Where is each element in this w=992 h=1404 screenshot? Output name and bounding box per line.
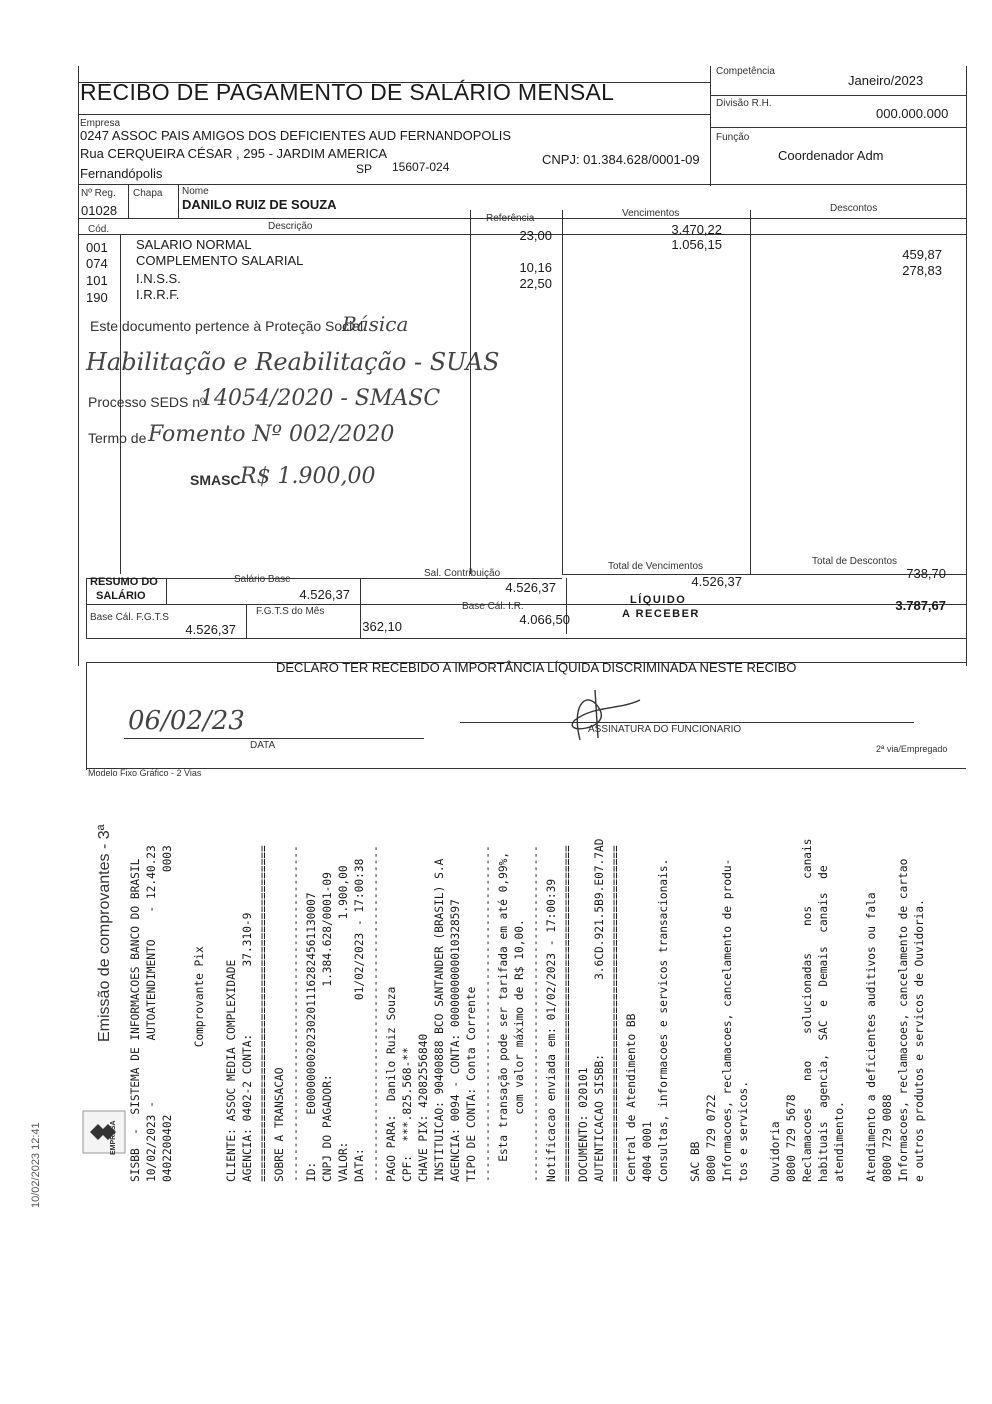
col-line-ref xyxy=(562,210,563,574)
col-venc-header: Vencimentos xyxy=(622,208,680,219)
receipt-line: SOBRE A TRANSACAO xyxy=(273,1067,286,1182)
resumo-label-divider xyxy=(166,578,167,604)
empresa-city: Fernandópolis xyxy=(80,166,163,181)
assinatura-line xyxy=(460,722,914,723)
receipt-line xyxy=(176,812,192,1182)
receipt-line: DATA: 01/02/2023 - 17:00:38 xyxy=(353,858,366,1182)
chapa-label: Chapa xyxy=(133,188,163,199)
receipt-line: INSTITUICAO: 90400888 BCO SANTANDER (BRASIL) S.A xyxy=(433,858,446,1182)
divisao-divider xyxy=(710,127,966,128)
col-cod-header: Cód. xyxy=(88,224,110,235)
col-line-venc xyxy=(750,210,751,574)
receipt-line: ================================================== xyxy=(609,845,622,1182)
receipt-line: 0800 729 5678 xyxy=(785,1094,798,1182)
receipt-line: Notificacao enviada em: 01/02/2023 - 17:00:39 xyxy=(545,878,558,1182)
chapa-divider xyxy=(178,184,179,218)
receipt-line: ================================================== xyxy=(257,845,270,1182)
receipt-line: 0800 729 0722 xyxy=(705,1094,718,1182)
fgts-mes-value: 362,10 xyxy=(362,619,402,634)
payslip-bottom-line xyxy=(86,768,966,769)
right-border xyxy=(966,66,967,666)
receipt-line: atendimento. xyxy=(833,1101,846,1182)
funcao-label: Função xyxy=(716,132,750,143)
receipt-line: 0402200402 0003 xyxy=(161,845,174,1182)
receipt-line: Comprovante Pix xyxy=(193,946,206,1182)
receipt-line: 10/02/2023 - AUTOATENDIMENTO - 12.40.23 xyxy=(145,845,158,1182)
receipt-line: Central de Atendimento BB xyxy=(625,1013,638,1182)
handwriting-line-3: 14054/2020 - SMASC xyxy=(200,386,441,411)
item-cod: 001 xyxy=(86,240,108,255)
receipt-line: SAC BB xyxy=(689,1141,702,1182)
header-right-divider xyxy=(710,66,711,186)
receipt-line: e outros produtos e servicos de Ouvidoria. xyxy=(913,899,926,1182)
margin-timestamp: 10/02/2023 12:41 xyxy=(30,1122,42,1208)
receipt-line: SISBB - SISTEMA DE INFORMACOES BANCO DO BRASIL xyxy=(129,858,142,1182)
empresa-cnpj: CNPJ: 01.384.628/0001-09 xyxy=(542,152,700,167)
sal-base-value: 4.526,37 xyxy=(299,587,350,602)
item-venc: 1.056,15 xyxy=(671,237,722,252)
empresa-label: Empresa xyxy=(80,118,121,129)
receipt-line: AGENCIA: 0094 - CONTA: 0000000000010328597 xyxy=(449,899,462,1182)
col-desc-header: Descrição xyxy=(268,221,313,232)
reg-value: 01028 xyxy=(81,203,118,218)
competencia-label: Competência xyxy=(716,66,775,77)
receipt-line: Esta transação pode ser tarifada em até 0,99%, xyxy=(497,851,510,1182)
total-venc-label: Total de Vencimentos xyxy=(608,561,704,572)
competencia-divider xyxy=(710,95,966,96)
item-desc: I.N.S.S. xyxy=(136,271,181,286)
declaro-text: DECLARO TER RECEBIDO A IMPORTÂNCIA LÍQUIDA DISCRIMINADA NESTE RECIBO xyxy=(276,660,797,675)
item-ref: 22,50 xyxy=(519,276,552,291)
empresa-cep: 15607-024 xyxy=(392,160,450,174)
empresa-address: Rua CERQUEIRA CÉSAR , 295 - JARDIM AMERICA xyxy=(80,146,388,161)
handwriting-line-2: Habilitação e Reabilitação - SUAS xyxy=(86,348,500,376)
assinatura-label: ASSINATURA DO FUNCIONARIO xyxy=(588,724,742,735)
liquido-value: 3.787,67 xyxy=(895,598,946,613)
item-desconto: 278,83 xyxy=(902,263,942,278)
item-cod: 190 xyxy=(86,290,108,305)
handwriting-line-4: Fomento Nº 002/2020 xyxy=(148,422,395,447)
item-ref: 10,16 xyxy=(519,260,552,275)
sal-contrib-label: Sal. Contribuição xyxy=(424,568,501,579)
receipt-line: Informacoes, reclamacoes, cancelamento de produ- xyxy=(721,858,734,1182)
receipt-line xyxy=(752,812,768,1182)
receipt-line: PAGO PARA: Danilo Ruiz Souza xyxy=(385,986,398,1182)
receipt-line: Consultas, informacoes e servicos transacionais. xyxy=(657,858,670,1182)
receipt-line: TIPO DE CONTA: Conta Corrente xyxy=(465,986,478,1182)
data-handwriting: 06/02/23 xyxy=(128,706,245,736)
funcao-value: Coordenador Adm xyxy=(778,148,884,163)
receipt-line: DOCUMENTO: 020101 xyxy=(577,1067,590,1182)
base-fgts-value: 4.526,37 xyxy=(185,622,236,637)
via-label: 2ª via/Empregado xyxy=(876,744,948,754)
total-venc-value: 4.526,37 xyxy=(691,574,742,589)
receipt-line xyxy=(848,812,864,1182)
bank-logo-text: EMPRESA xyxy=(110,1120,117,1155)
handwriting-line-1: Básica xyxy=(342,312,409,336)
receipt-line: 0800 729 0088 xyxy=(881,1094,894,1182)
data-label: DATA xyxy=(250,740,276,751)
receipt-line: Atendimento a deficientes auditivos ou fala xyxy=(865,892,878,1182)
receipt-line: Informacoes, reclamacoes, cancelamento de cartao xyxy=(897,858,910,1182)
receipt-line: ID: E00000000202302011162824561130007 xyxy=(305,892,318,1182)
stamp-line-5: SMASC xyxy=(190,472,241,488)
item-cod: 101 xyxy=(86,273,108,288)
receipt-line xyxy=(208,812,224,1182)
stamp-line-1: Este documento pertence à Proteção Social xyxy=(90,318,364,334)
item-ref: 23,00 xyxy=(519,228,552,243)
company-divider xyxy=(78,184,966,185)
base-ir-value: 4.066,50 xyxy=(519,612,570,627)
receipt-line: CPF: ***.825.568-** xyxy=(401,1047,414,1182)
receipt-line: 4004 0001 xyxy=(641,1121,654,1182)
receipt-line: AUTENTICACAO SISBB: 3.6CD.921.5B9.E07.7AD xyxy=(593,838,606,1182)
total-desc-label: Total de Descontos xyxy=(812,556,898,567)
receipt-line: CLIENTE: ASSOC MEDIA COMPLEXIDADE xyxy=(225,959,238,1182)
stamp-line-3: Processo SEDS nº xyxy=(88,394,206,410)
resumo-label-2: SALÁRIO xyxy=(96,590,146,602)
receipt-line: CNPJ DO PAGADOR: 1.384.628/0001-09 xyxy=(321,872,334,1182)
stamp-line-4: Termo de xyxy=(88,430,147,446)
resumo-left-border xyxy=(86,578,87,638)
item-desconto: 459,87 xyxy=(902,247,942,262)
employee-name: DANILO RUIZ DE SOUZA xyxy=(182,197,337,212)
base-ir-label: Base Cál. I.R. xyxy=(462,601,524,612)
title-divider xyxy=(78,114,710,115)
liquido-label-1: LÍQUIDO xyxy=(630,594,687,606)
receipt-lines xyxy=(128,812,928,1182)
sal-base-label: Salário Base xyxy=(234,574,291,585)
receipt-line: tos e servicos. xyxy=(737,1080,750,1182)
receipt-line: com valor máximo de R$ 10,00. xyxy=(513,919,526,1182)
receipt-line: ================================================== xyxy=(561,845,574,1182)
item-venc: 3.470,22 xyxy=(671,222,722,237)
sal-contrib-value: 4.526,37 xyxy=(505,580,556,595)
item-desc: COMPLEMENTO SALARIAL xyxy=(136,253,304,268)
receipt-line: -------------------------------------------------- xyxy=(529,845,542,1182)
reg-divider xyxy=(128,184,129,218)
empresa-name: 0247 ASSOC PAIS AMIGOS DOS DEFICIENTES AUD FERNANDOPOLIS xyxy=(80,128,512,143)
item-desc: SALARIO NORMAL xyxy=(136,237,252,252)
banco-do-brasil-logo-icon xyxy=(82,1110,126,1154)
receipt-line: VALOR: 1.900,00 xyxy=(337,865,350,1182)
receipt-line: -------------------------------------------------- xyxy=(369,845,382,1182)
receipt-line: Reclamacoes nao solucionadas nos canais xyxy=(801,838,814,1182)
resumo-label-1: RESUMO DO xyxy=(90,576,158,588)
empresa-uf: SP xyxy=(356,162,373,176)
nome-label: Nome xyxy=(182,186,209,197)
declaro-left-border xyxy=(86,662,87,770)
receipt-line: -------------------------------------------------- xyxy=(481,845,494,1182)
total-desc-value: 738,70 xyxy=(906,566,946,581)
fgts-divider xyxy=(246,604,247,638)
col-ref-header: Referência xyxy=(486,213,535,224)
modelo-label: Modelo Fixo Gráfico - 2 Vias xyxy=(88,768,202,778)
pix-receipt xyxy=(128,812,928,1182)
item-desc: I.R.R.F. xyxy=(136,287,180,302)
signature xyxy=(540,680,660,750)
receipt-line: -------------------------------------------------- xyxy=(289,845,302,1182)
divisao-label: Divisão R.H. xyxy=(716,98,772,109)
receipt-line: AGENCIA: 0402-2 CONTA: 37.310-9 xyxy=(241,912,254,1182)
receipt-line: Ouvidoria xyxy=(769,1121,782,1182)
liquido-label-2: A RECEBER xyxy=(622,608,700,620)
handwriting-line-5: R$ 1.900,00 xyxy=(240,464,376,489)
divisao-value: 000.000.000 xyxy=(876,106,949,121)
receipt-line: CHAVE PIX: 42082556840 xyxy=(417,1033,430,1182)
page-title: RECIBO DE PAGAMENTO DE SALÁRIO MENSAL xyxy=(80,79,615,105)
col-descontos-header: Descontos xyxy=(830,203,878,214)
reg-label: Nº Reg. xyxy=(81,188,116,199)
left-border xyxy=(78,66,79,666)
resumo-bottom-line xyxy=(86,638,966,639)
receipt-line xyxy=(672,812,688,1182)
receipt-header: Emissão de comprovantes - 3ª xyxy=(96,824,113,1042)
receipt-line: habituais agencia, SAC e Demais canais de xyxy=(817,865,830,1182)
competencia-value: Janeiro/2023 xyxy=(848,73,924,88)
item-cod: 074 xyxy=(86,256,108,271)
fgts-mes-label: F.G.T.S do Mês xyxy=(256,606,325,617)
base-fgts-label: Base Cál. F.G.T.S xyxy=(90,612,169,623)
data-line xyxy=(124,738,424,739)
